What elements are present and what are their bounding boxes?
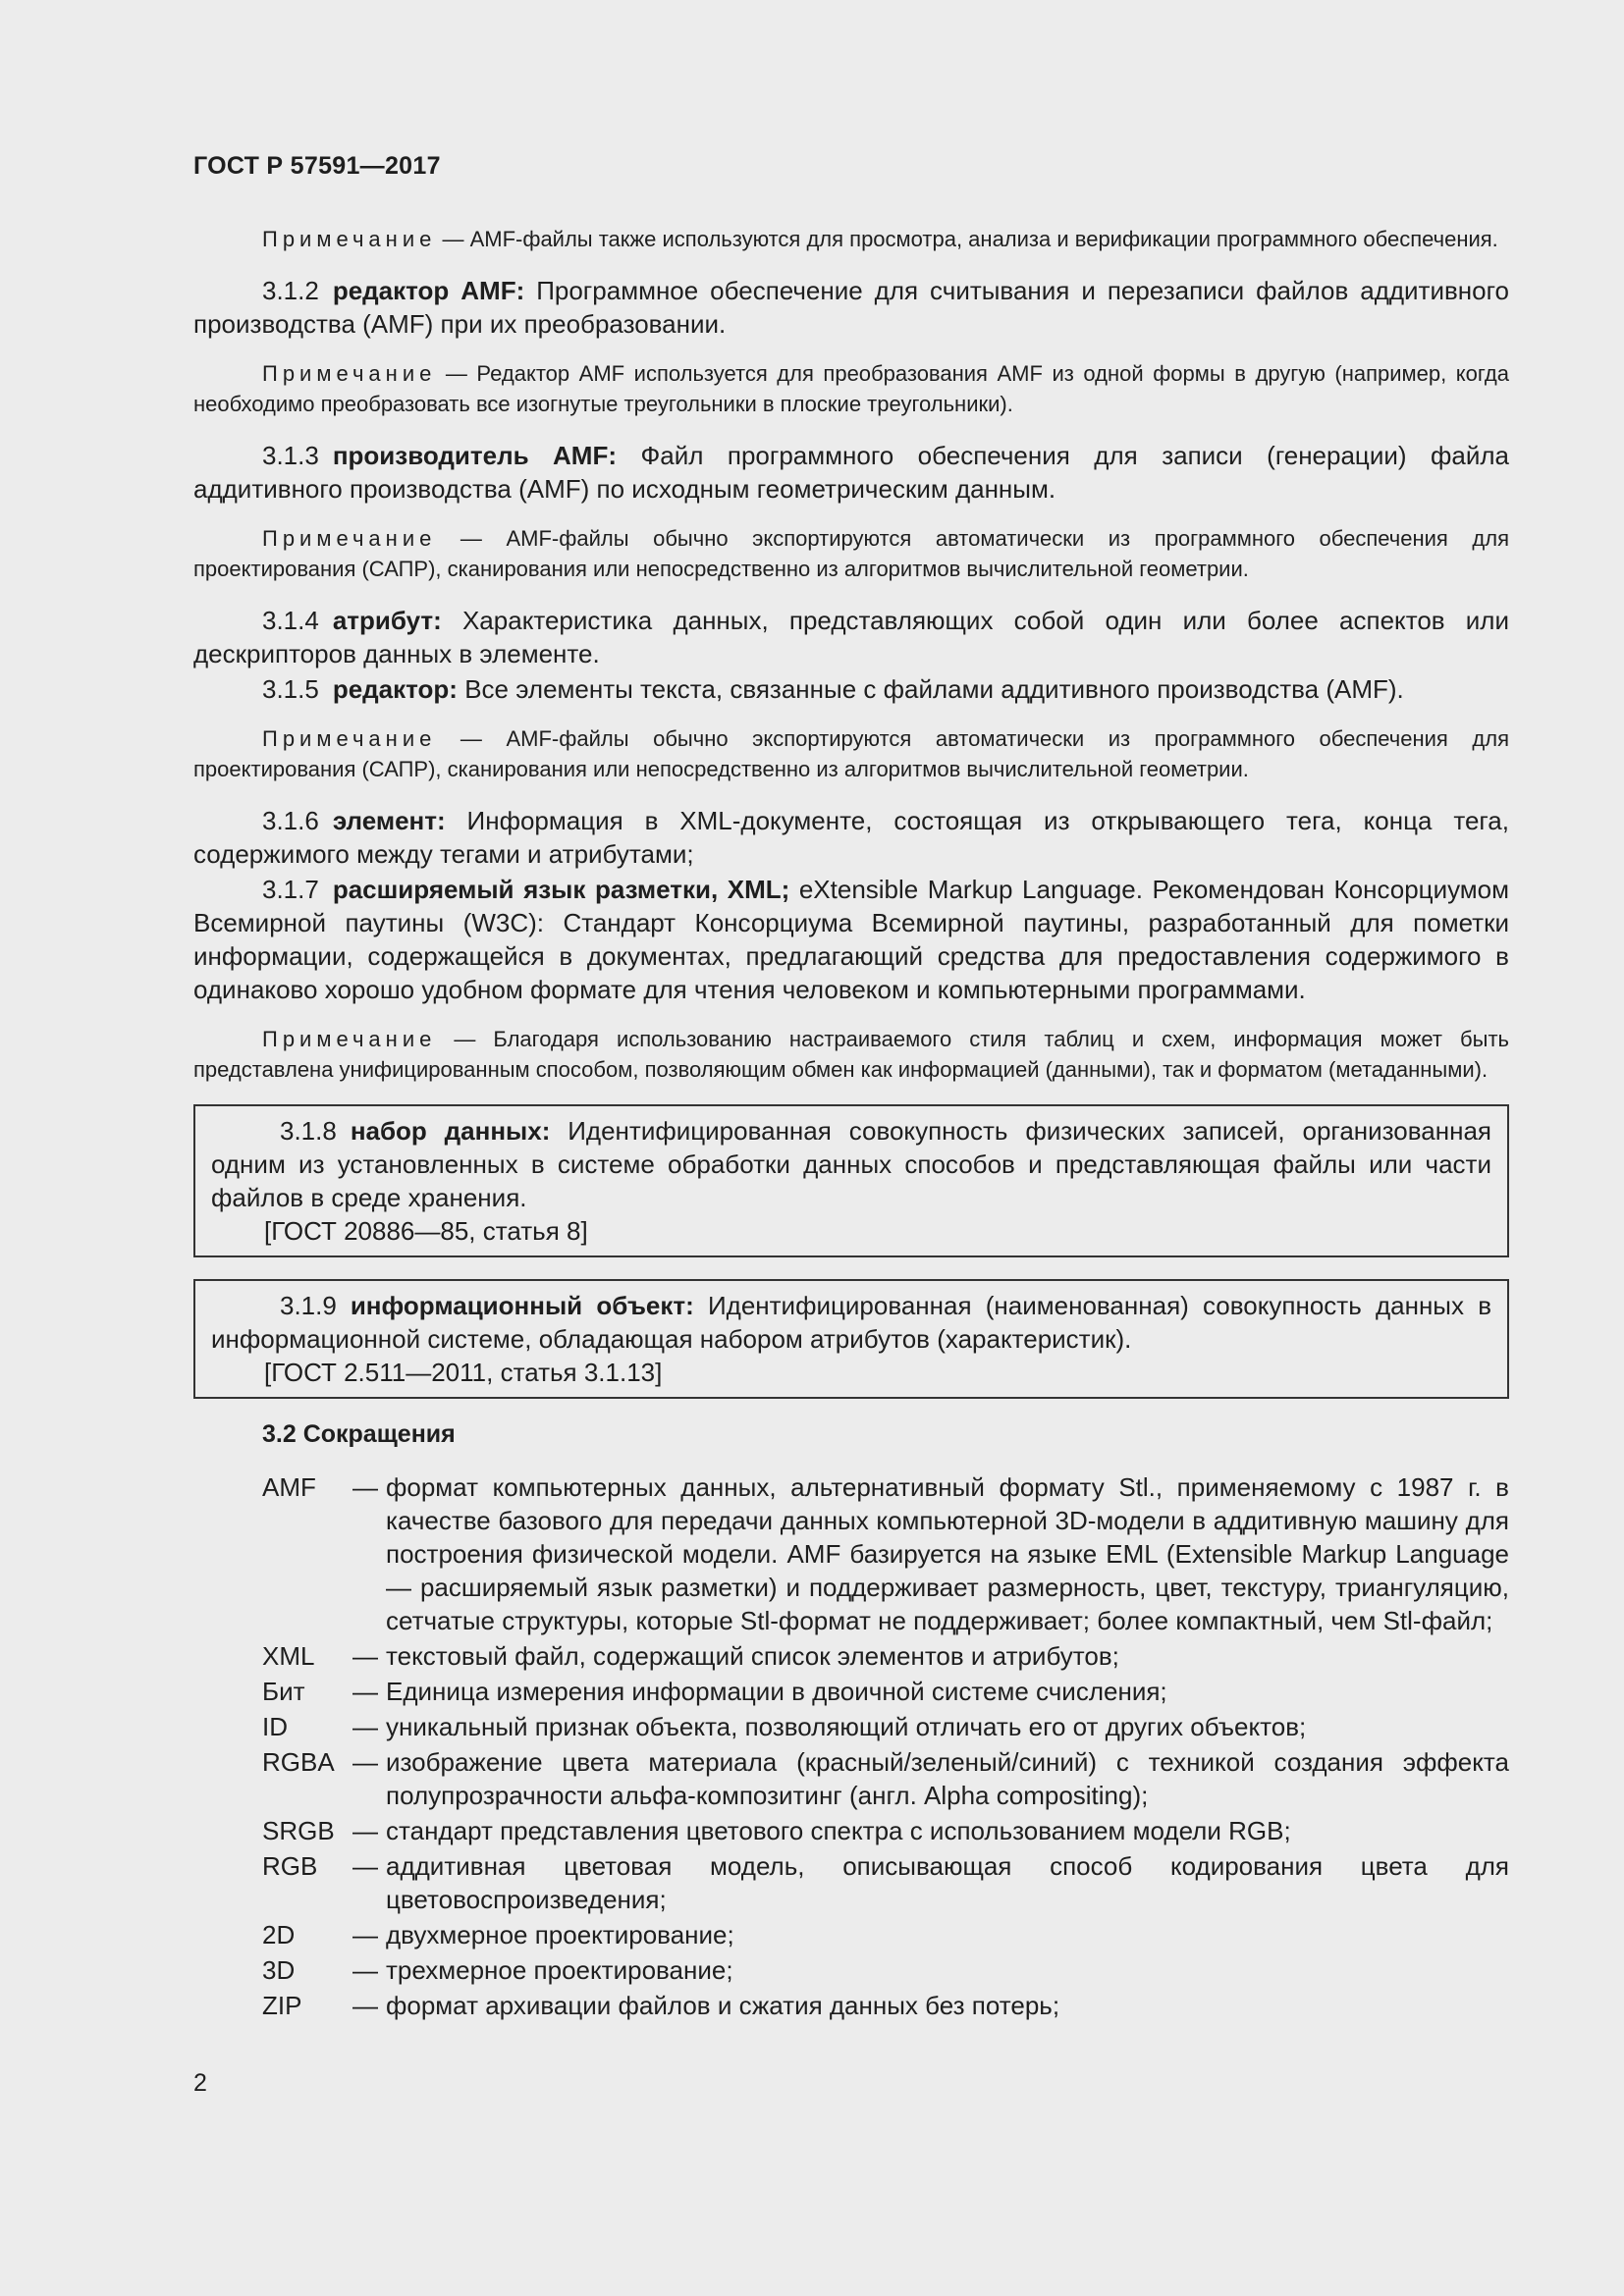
abbreviation-item: AMF — формат компьютерных данных, альтернативный формату Stl., применяемому с 1987 г. в качестве базового для передачи данных компьютерной 3D-модели в аддитивную машину для построения физической модели. AMF базируется на языке EML (Extensible Markup Language — расширяемый язык разметки) и поддерживает размерность, цвет, текстуру, триангуляцию, сетчатые структуры, которые Stl-формат не поддерживает; более компактный, чем Stl-файл; (262, 1472, 1509, 1635)
note-3-1-7: Примечание — Благодаря использованию настраиваемого стиля таблиц и схем, информация может быть представлена унифицированным способом, позволяющим обмен как информацией (данными), так и форматом (метаданными). (193, 1027, 1509, 1082)
term-3-1-9: 3.1.9 информационный объект: Идентифицированная (наименованная) совокупность данных в информационной системе, обладающая набором атрибутов (характеристик). (211, 1291, 1492, 1354)
term-3-1-2: 3.1.2 редактор AMF: Программное обеспечение для считывания и перезаписи файлов аддитивного производства (AMF) при их преобразовании. (193, 276, 1509, 339)
term-3-1-5: 3.1.5 редактор: Все элементы текста, связанные с файлами аддитивного производства (AMF). (262, 674, 1404, 704)
abbreviation-item: ZIP — формат архивации файлов и сжатия данных без потерь; (262, 1991, 1060, 2020)
note-label: Примечание (262, 526, 437, 551)
abbreviation-item: 2D — двухмерное проектирование; (262, 1920, 734, 1949)
term-3-1-6: 3.1.6 элемент: Информация в XML-документе, состоящая из открывающего тега, конца тега, содержимого между тегами и атрибутами; (193, 806, 1509, 869)
term-3-1-8: 3.1.8 набор данных: Идентифицированная совокупность физических записей, организованная одним из установленных в системе обработки данных способов и представляющая файлы или части файлов в среде хранения. (211, 1116, 1491, 1212)
abbreviation-item: ID — уникальный признак объекта, позволяющий отличать его от других объектов; (262, 1712, 1307, 1741)
page-number: 2 (193, 2069, 207, 2097)
note-label: Примечание (262, 227, 437, 251)
note-label: Примечание (262, 1027, 437, 1051)
boxed-term-3-1-8 (193, 1104, 1509, 1257)
abbreviation-item: SRGB — стандарт представления цветового спектра с использованием модели RGB; (262, 1816, 1291, 1845)
section-title: 3.2 Сокращения (262, 1420, 456, 1448)
note-3-1-5: Примечание — AMF-файлы обычно экспортируются автоматически из программного обеспечения для проектирования (САПР), сканирования или непосредственно из алгоритмов вычислительной геометрии. (193, 726, 1509, 781)
note-3-1-3: Примечание — AMF-файлы обычно экспортируются автоматически из программного обеспечения для проектирования (САПР), сканирования или непосредственно из алгоритмов вычислительной геометрии. (193, 526, 1509, 581)
boxed-term-3-1-9 (193, 1279, 1509, 1399)
abbreviations-list (193, 1470, 1509, 2022)
abbreviation-item: 3D — трехмерное проектирование; (262, 1955, 733, 1985)
document-body (193, 224, 1509, 2024)
note-3-1-2: Примечание — Редактор AMF используется для преобразования AMF из одной формы в другую (например, когда необходимо преобразовать все изогнутые треугольники в плоские треугольники). (193, 361, 1509, 416)
note-3-1-1: Примечание — AMF-файлы также используются для просмотра, анализа и верификации программного обеспечения. (262, 227, 1498, 251)
abbreviation-item: RGBA — изображение цвета материала (красный/зеленый/синий) с техникой создания эффекта полупрозрачности альфа-композитинг (англ. Alpha compositing); (262, 1747, 1509, 1810)
term-3-1-3: 3.1.3 производитель AMF: Файл программного обеспечения для записи (генерации) файла аддитивного производства (AMF) по исходным геометрическим данным. (193, 441, 1510, 504)
abbreviation-item: Бит — Единица измерения информации в двоичной системе счисления; (262, 1677, 1167, 1706)
reference-3-1-8: [ГОСТ 20886—85, статья 8] (264, 1216, 588, 1246)
document-header: ГОСТ Р 57591—2017 (193, 152, 441, 180)
abbreviation-item: XML — текстовый файл, содержащий список элементов и атрибутов; (262, 1641, 1119, 1671)
abbreviation-item: RGB — аддитивная цветовая модель, описывающая способ кодирования цвета для цветовоспроизведения; (262, 1851, 1509, 1914)
note-label: Примечание (262, 361, 437, 386)
term-3-1-7: 3.1.7 расширяемый язык разметки, XML; eXtensible Markup Language. Рекомендован Консорциумом Всемирной паутины (W3C): Стандарт Консорциума Всемирной паутины, разработанный для пометки информации, содержащейся в документах, предлагающий средства для предоставления содержимого в одинаково хорошо удобном формате для чтения человеком и компьютерными программами. (193, 875, 1510, 1004)
reference-3-1-9: [ГОСТ 2.511—2011, статья 3.1.13] (264, 1358, 663, 1387)
note-label: Примечание (262, 726, 437, 751)
term-3-1-4: 3.1.4 атрибут: Характеристика данных, представляющих собой один или более аспектов или дескрипторов данных в элементе. (193, 606, 1509, 668)
